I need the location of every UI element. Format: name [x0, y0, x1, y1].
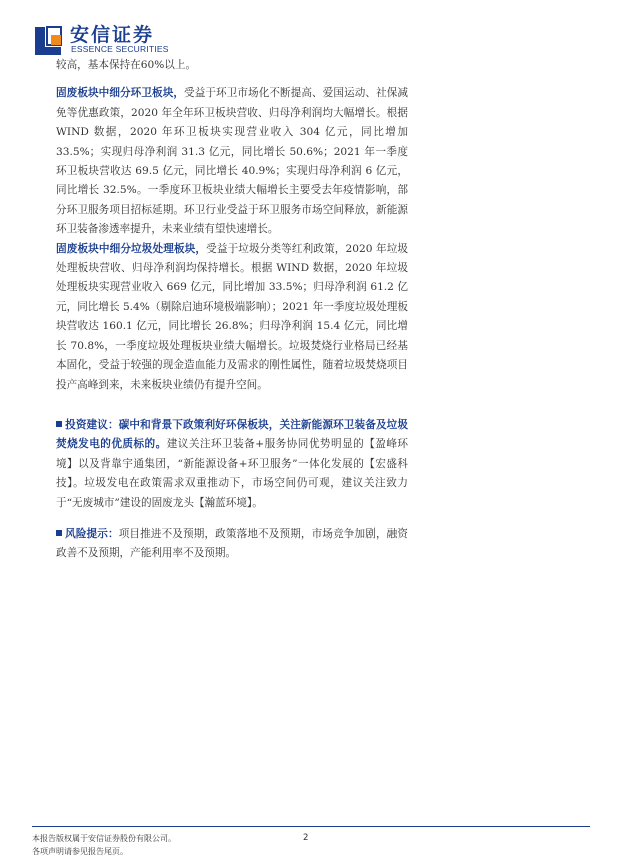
paragraph-text: 建议关注环卫装备+服务协同优势明显的【盈峰环境】以及背靠宇通集团，“新能源设备+环卫服务”一体化发展的【宏盛科技】。垃圾发电在政策需求双重推动下，市场空间仍可观，建议关注致力于“无废城市”建设的固废龙头【瀚蓝环境】。 — [56, 438, 409, 509]
footer-divider — [32, 826, 590, 827]
paragraph-sanitation — [56, 84, 408, 239]
paragraph-text: 受益于垃圾分类等红利政策，2020 年垃圾处理板块营收、归母净利润均保持增长。根据 WIND 数据，2020 年垃圾处理板块实现营业收入 669 亿元，同比增加 33.5%；归母净利润 61.2 亿元，同比增长 5.4%（剔除启迪环境极端影响）；2021 年一季度垃圾处理板块营收达 160.1 亿元，同比增长 26.8%；归母净利润 15.4 亿元，同比增长 70.8%，一季度垃圾处理板块业绩大幅增长。垃圾焚烧行业格局已经基本固化，受益于较强的现金造血能力及需求的刚性属性，随着垃圾焚烧项目投产高峰到来，未来板块业绩仍有提升空间。 — [56, 242, 409, 391]
paragraph-waste-treatment — [56, 240, 408, 395]
paragraph-lead: 风险提示： — [65, 527, 119, 540]
paragraph-continuation — [56, 56, 408, 75]
essence-logo-icon — [33, 25, 65, 57]
paragraph-lead: 固废板块中细分环卫板块， — [56, 87, 185, 100]
paragraph-text: 受益于环卫市场化不断提高、爱国运动、社保减免等优惠政策，2020 年全年环卫板块营收、归母净利润均大幅增长。根据 WIND 数据，2020 年环卫板块实现营业收入 304 亿元，同比增加 33.5%；实现归母净利润 31.3 亿元，同比增长 50.6%；2021 年一季度环卫板块营收达 69.5 亿元，同比增长 40.9%；实现归母净利润 6 亿元，同比增长 32.5%。一季度环卫板块业绩大幅增长主要受去年疫情影响，部分环卫服务项目招标延期。环卫行业受益于环卫服务市场空间释放，新能源环卫装备渗透率提升，未来业绩有望快速增长。 — [56, 87, 409, 236]
page-header — [0, 0, 620, 64]
footer-line-2: 各项声明请参见报告尾页。 — [32, 847, 128, 856]
brand-name-cn: 安信证券 — [70, 24, 155, 46]
bullet-square-icon — [56, 530, 62, 536]
page-number: 2 — [303, 833, 309, 843]
paragraph-risk-warning — [56, 525, 408, 564]
report-body — [56, 56, 408, 564]
paragraph-investment-advice — [56, 416, 408, 513]
footer-line-1: 本报告版权属于安信证券股份有限公司。 — [32, 834, 176, 843]
bullet-square-icon — [56, 421, 62, 427]
paragraph-lead: 固废板块中细分垃圾处理板块， — [56, 242, 207, 255]
footer-disclaimer — [32, 832, 292, 858]
paragraph-text: 项目推进不及预期，政策落地不及预期，市场竞争加剧，融资政善不及预期，产能利用率不及预期。 — [56, 527, 408, 560]
brand-name-en: ESSENCE SECURITIES — [71, 44, 169, 54]
paragraph-lead: 投资建议：碳中和背景下政策利好环保板块，关注新能源环卫装备及垃圾焚烧发电的优质标的。 — [56, 418, 408, 451]
paragraph-text: 较高，基本保持在60%以上。 — [56, 59, 197, 71]
